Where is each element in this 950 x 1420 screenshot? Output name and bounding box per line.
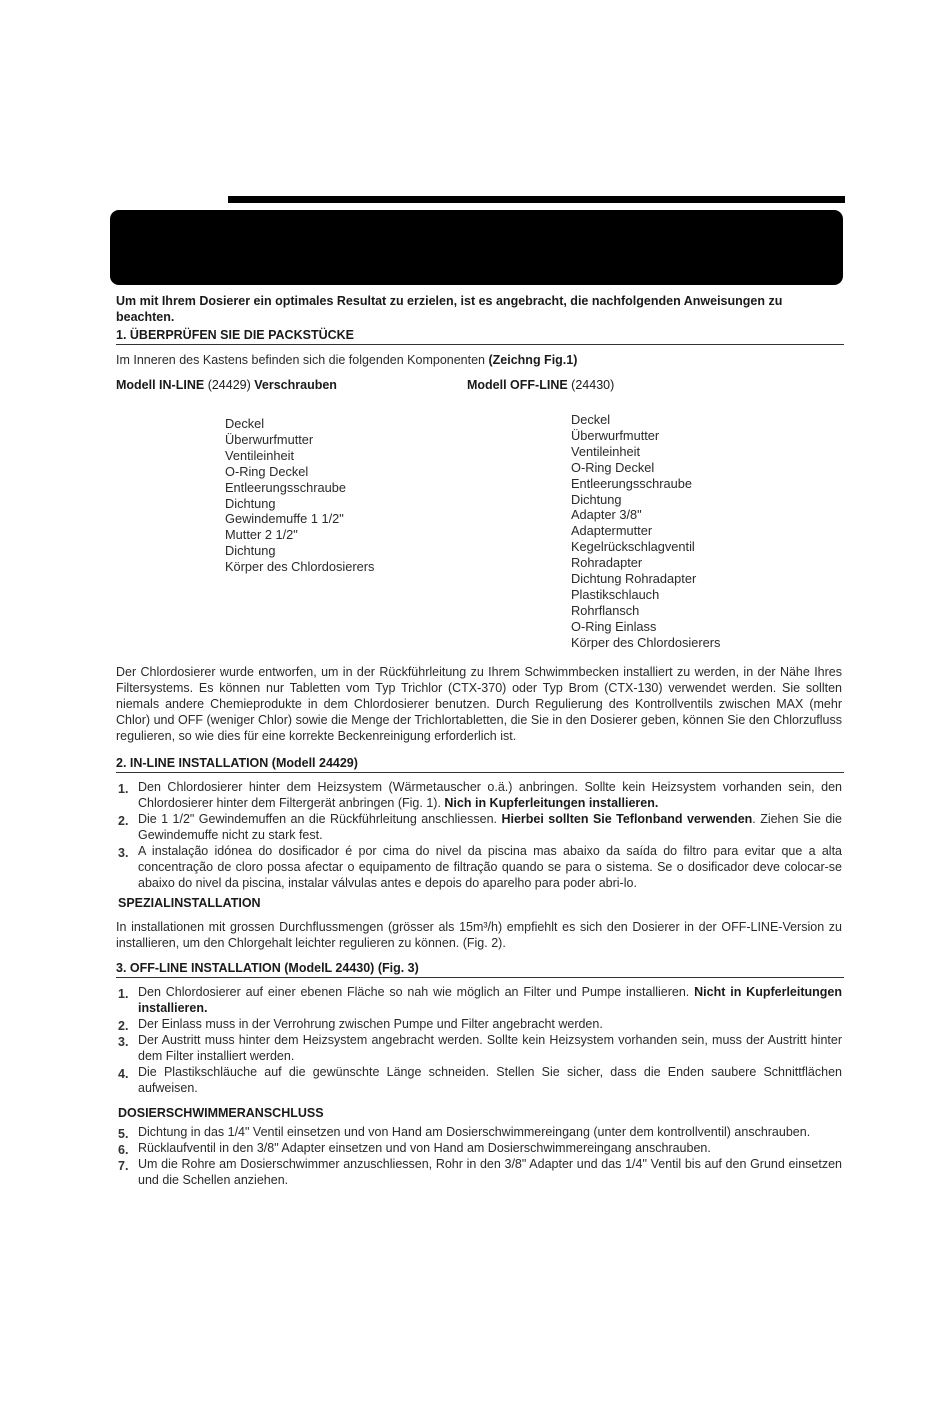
intro-text: Um mit Ihrem Dosierer ein optimales Resultat zu erzielen, ist es angebracht, die nachfolgenden Anweisungen zu beachten.: [116, 294, 783, 324]
list-item: [116, 1064, 842, 1096]
list-item: [116, 843, 842, 891]
model-offline-label: [467, 378, 614, 392]
list-item: Deckel: [225, 416, 265, 431]
model-offline-label-code: (24430): [571, 378, 615, 392]
list-item: Gewindemuffe 1 1/2": [225, 511, 344, 527]
list-item: [116, 1032, 842, 1064]
list-item: Mutter 2 1/2": [225, 527, 298, 543]
model-inline-label: [116, 378, 337, 392]
step-number: 3.: [118, 1035, 129, 1049]
list-item: Dichtung Rohradapter: [571, 571, 697, 587]
section1-text-plain: Im Inneren des Kastens befinden sich die folgenden Komponenten: [116, 353, 486, 367]
model-offline-label-start: Modell OFF-LINE: [467, 378, 568, 392]
step-number: 7.: [118, 1159, 129, 1173]
section2-steps: [116, 779, 842, 891]
step-number: 2.: [118, 1019, 129, 1033]
float-steps: [116, 1124, 842, 1188]
list-item: [116, 1016, 842, 1032]
list-item: Körper des Chlordosierers: [225, 559, 375, 575]
model-inline-label-end: Verschrauben: [254, 378, 337, 392]
list-item: Ventileinheit: [571, 443, 641, 459]
list-item: Überwurfmutter: [225, 431, 314, 447]
description-paragraph: Der Chlordosierer wurde entworfen, um in der Rückführleitung zu Ihrem Schwimmbecken installiert zu werden, in der Nähe Ihres Filtersystems. Es können nur Tabletten vom Typ Trichlor (CTX-370) oder Typ Brom (CTX-130) verwendet werden. Sie sollten niemals andere Chemieprodukte in dem Chlordosierer benutzen. Durch Regulierung des Kontrollventils zwischen MAX (mehr Chlor) und OFF (weniger Chlor) sowie die Menge der Trichlortabletten, die Sie in den Dosierer geben, können Sie den Chlorzufluss regulieren, so wie dies für eine korrekte Beckenreinigung erforderlich ist.: [116, 665, 842, 743]
special-heading: SPEZIALINSTALLATION: [118, 896, 261, 910]
step-text: Den Chlordosierer hinter dem Heizsystem (Wärmetauscher o.ä.) anbringen. Sollte kein Heizsystem vorhanden sein, den Chlordosierer hinter dem Filtergerät anbringen (Fig. 1).: [138, 780, 842, 810]
section1-text: [116, 352, 842, 368]
step-text: Den Chlordosierer auf einer ebenen Fläche so nah wie möglich an Filter und Pumpe installieren.: [138, 985, 690, 999]
list-item: Ventileinheit: [225, 447, 295, 463]
step-text: Die Plastikschläuche auf die gewünschte Länge schneiden. Stellen Sie sicher, dass die Enden saubere Schnittflächen aufweisen.: [138, 1065, 842, 1095]
model-inline-label-code: (24429): [207, 378, 251, 392]
step-text-bold: Nicht in Kupferleitungen installieren.: [138, 985, 842, 1015]
list-item: [116, 984, 842, 1016]
list-item: [116, 1156, 842, 1188]
float-heading: DOSIERSCHWIMMERANSCHLUSS: [118, 1106, 324, 1120]
list-item: [116, 779, 842, 811]
model-inline-label-start: Modell IN-LINE: [116, 378, 205, 392]
section3-heading: 3. OFF-LINE INSTALLATION (ModelL 24430) (Fig. 3): [116, 961, 844, 978]
step-text-bold: Hierbei sollten Sie Teflonband verwenden: [501, 812, 753, 826]
list-item: Deckel: [571, 412, 611, 427]
step-text: Die 1 1/2" Gewindemuffen an die Rückführleitung anschliessen.: [138, 812, 497, 826]
section1-heading: 1. ÜBERPRÜFEN SIE DIE PACKSTÜCKE: [116, 328, 844, 345]
title-banner: [110, 210, 843, 285]
step-text: A instalação idónea do dosificador é por cima do nivel da piscina mas abaixo da saída do filtro para evitar que a alta concentração de cloro possa afectar o equipamento de filtração quando se para o sistema. Se o dosificador deve colocar-se abaixo do nivel da piscina, instalar válvulas antes e depois do aparelho para poder abri-lo.: [138, 844, 842, 890]
list-item: Entleerungsschraube: [225, 479, 346, 495]
list-item: [116, 1140, 842, 1156]
step-number: 2.: [118, 814, 129, 828]
section2-heading: 2. IN-LINE INSTALLATION (Modell 24429): [116, 756, 844, 773]
step-number: 1.: [118, 987, 129, 1001]
step-text-bold: Nich in Kupferleitungen installieren.: [444, 796, 659, 810]
list-item: O-Ring Deckel: [571, 459, 655, 475]
list-item: Rohradapter: [571, 555, 643, 571]
list-item: Überwurfmutter: [571, 427, 660, 443]
list-item: Kegelrückschlagventil: [571, 539, 695, 555]
list-item: Dichtung: [571, 491, 622, 507]
step-number: 4.: [118, 1067, 129, 1081]
inline-parts-list: [225, 416, 374, 575]
list-item: Entleerungsschraube: [571, 475, 692, 491]
step-text: Dichtung in das 1/4" Ventil einsetzen und von Hand am Dosierschwimmereingang (unter dem kontrollventil) anschrauben.: [138, 1125, 811, 1139]
list-item: O-Ring Einlass: [571, 618, 657, 634]
list-item: O-Ring Deckel: [225, 463, 309, 479]
list-item: [116, 811, 842, 843]
step-text: Um die Rohre am Dosierschwimmer anzuschliessen, Rohr in den 3/8" Adapter und das 1/4" Ventil bis auf den Grund einsetzen und die Schellen anziehen.: [138, 1157, 842, 1187]
section3-steps: [116, 984, 842, 1096]
list-item: Adaptermutter: [571, 523, 653, 539]
step-number: 5.: [118, 1127, 129, 1141]
list-item: Rohrflansch: [571, 602, 640, 618]
list-item: Körper des Chlordosierers: [571, 634, 721, 650]
step-text: Rücklaufventil in den 3/8" Adapter einsetzen und von Hand am Dosierschwimmereingang anschrauben.: [138, 1141, 711, 1155]
step-number: 6.: [118, 1143, 129, 1157]
offline-parts-list: [571, 412, 720, 651]
step-text: Der Einlass muss in der Verrohrung zwischen Pumpe und Filter angebracht werden.: [138, 1017, 603, 1031]
step-text: Der Austritt muss hinter dem Heizsystem angebracht werden. Sollte kein Heizsystem vorhanden sein, muss der Austritt hinter dem Filter installiert werden.: [138, 1033, 842, 1063]
section1-text-bold: (Zeichng Fig.1): [488, 353, 578, 367]
list-item: Plastikschlauch: [571, 586, 660, 602]
list-item: Dichtung: [225, 543, 276, 559]
list-item: Dichtung: [225, 495, 276, 511]
list-item: [116, 1124, 842, 1140]
step-number: 1.: [118, 782, 129, 796]
top-rule: [228, 196, 845, 203]
step-number: 3.: [118, 846, 129, 860]
special-text: In installationen mit grossen Durchflussmengen (grösser als 15m³/h) empfiehlt es sich den Dosierer in der OFF-LINE-Version zu installieren, um den Chlorgehalt leichter regulieren zu können. (Fig. 2).: [116, 920, 842, 950]
list-item: Adapter 3/8": [571, 507, 642, 523]
step-text-after: . Ziehen Sie die Gewindemuffe nicht zu stark fest.: [138, 812, 843, 842]
